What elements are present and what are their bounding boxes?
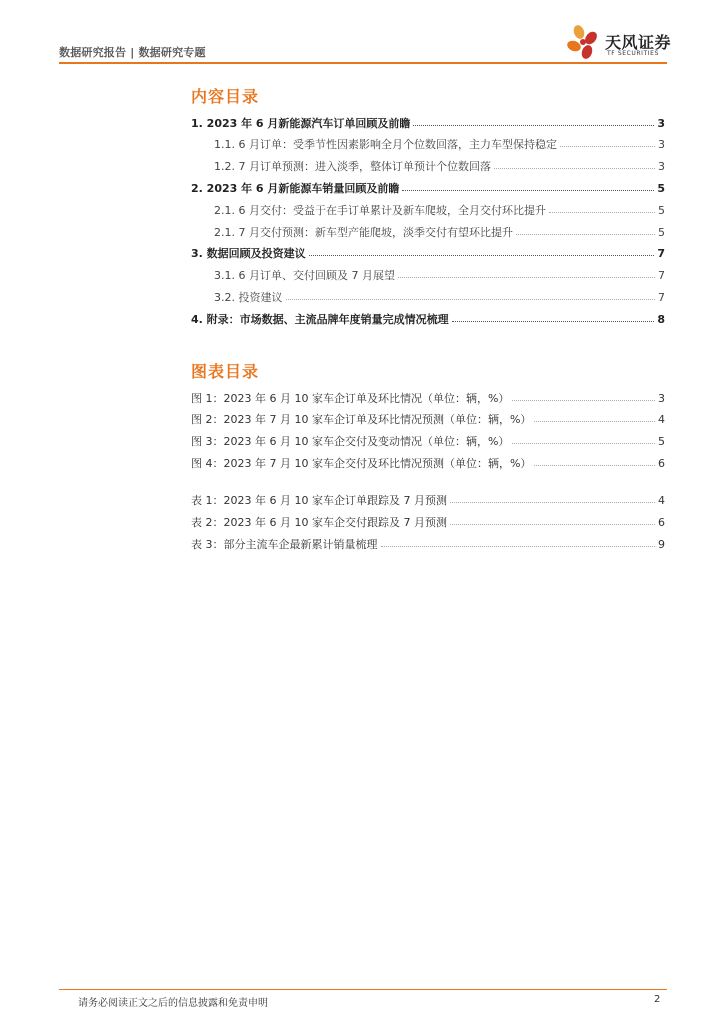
footer-divider <box>59 989 667 990</box>
toc-entry-page: 7 <box>657 247 665 260</box>
flower-logo-icon <box>567 24 603 62</box>
dot-leader <box>398 277 655 278</box>
toc-entry-page: 8 <box>657 313 665 326</box>
table-entry[interactable] <box>191 536 665 550</box>
figure-entry[interactable] <box>191 411 665 425</box>
toc-entry-text: 4. 附录：市场数据、主流品牌年度销量完成情况梳理 <box>191 313 449 326</box>
toc-entry-text: 3.1. 6 月订单、交付回顾及 7 月展望 <box>214 269 395 282</box>
brand-name-cn: 天风证券 <box>605 33 672 52</box>
toc-entry-text: 2.1. 7 月交付预测：新车型产能爬坡，淡季交付有望环比提升 <box>214 226 513 239</box>
toc-entry[interactable] <box>191 180 665 194</box>
toc-entry-text: 2.1. 6 月交付：受益于在手订单累计及新车爬坡，全月交付环比提升 <box>214 204 546 217</box>
dot-leader <box>534 421 655 422</box>
toc-entry-page: 5 <box>658 204 665 217</box>
table-entry[interactable] <box>191 492 665 506</box>
toc-entry[interactable] <box>214 267 665 281</box>
dot-leader <box>309 255 655 256</box>
dot-leader <box>512 400 655 401</box>
toc-entry[interactable] <box>214 136 665 150</box>
table-entry-page: 9 <box>658 538 665 551</box>
table-entry-text: 表 3：部分主流车企最新累计销量梳理 <box>191 538 378 551</box>
toc-entry-text: 3.2. 投资建议 <box>214 291 283 304</box>
toc-entry-page: 3 <box>657 117 665 130</box>
figure-entry-text: 图 2：2023 年 7 月 10 家车企订单及环比情况预测（单位：辆，%） <box>191 413 532 426</box>
figure-entry-page: 4 <box>658 413 665 426</box>
dot-leader <box>452 321 655 322</box>
toc-entry[interactable] <box>214 202 665 216</box>
figure-entry-text: 图 4：2023 年 7 月 10 家车企交付及环比情况预测（单位：辆，%） <box>191 457 532 470</box>
toc-entry-text: 1. 2023 年 6 月新能源汽车订单回顾及前瞻 <box>191 117 411 130</box>
figure-entry-text: 图 3：2023 年 6 月 10 家车企交付及变动情况（单位：辆，%） <box>191 435 510 448</box>
toc-entry-text: 1.1. 6 月订单：受季节性因素影响全月个位数回落，主力车型保持稳定 <box>214 138 557 151</box>
figure-entry[interactable] <box>191 433 665 447</box>
dot-leader <box>402 190 654 191</box>
table-entry-text: 表 1：2023 年 6 月 10 家车企订单跟踪及 7 月预测 <box>191 494 447 507</box>
figure-entry[interactable] <box>191 455 665 469</box>
toc-entry-text: 3. 数据回顾及投资建议 <box>191 247 306 260</box>
dot-leader <box>560 146 655 147</box>
table-entry[interactable] <box>191 514 665 528</box>
table-entry-page: 4 <box>658 494 665 507</box>
toc-entry[interactable] <box>191 115 665 129</box>
figure-entry[interactable] <box>191 390 665 404</box>
dot-leader <box>534 465 655 466</box>
toc-entry[interactable] <box>191 245 665 259</box>
toc-entry[interactable] <box>214 224 665 238</box>
toc-entry-page: 3 <box>658 138 665 151</box>
dot-leader <box>413 125 654 126</box>
brand-name-en: TF SECURITIES <box>607 50 659 57</box>
toc-entry[interactable] <box>191 311 665 325</box>
table-entry-page: 6 <box>658 516 665 529</box>
toc-entry-text: 2. 2023 年 6 月新能源车销量回顾及前瞻 <box>191 182 400 195</box>
header-title: 数据研究报告 | 数据研究专题 <box>59 46 206 59</box>
dot-leader <box>516 234 655 235</box>
footer-disclaimer: 请务必阅读正文之后的信息披露和免责申明 <box>78 998 268 1009</box>
table-entry-text: 表 2：2023 年 6 月 10 家车企交付跟踪及 7 月预测 <box>191 516 447 529</box>
dot-leader <box>286 299 656 300</box>
toc-entry[interactable] <box>214 289 665 303</box>
toc-entry-page: 7 <box>658 291 665 304</box>
figure-list-title: 图表目录 <box>191 362 260 381</box>
toc-entry-text: 1.2. 7 月订单预测：进入淡季，整体订单预计个位数回落 <box>214 160 491 173</box>
toc-entry[interactable] <box>214 158 665 172</box>
dot-leader <box>494 168 655 169</box>
figure-entry-page: 3 <box>658 392 665 405</box>
page-number: 2 <box>654 994 661 1005</box>
figure-entry-page: 5 <box>658 435 665 448</box>
toc-entry-page: 5 <box>657 182 665 195</box>
figure-entry-text: 图 1：2023 年 6 月 10 家车企订单及环比情况（单位：辆，%） <box>191 392 510 405</box>
figure-entry-page: 6 <box>658 457 665 470</box>
dot-leader <box>512 443 655 444</box>
dot-leader <box>549 212 655 213</box>
brand-logo <box>567 24 677 64</box>
dot-leader <box>450 502 655 503</box>
toc-entry-page: 5 <box>658 226 665 239</box>
dot-leader <box>450 524 655 525</box>
toc-entry-page: 7 <box>658 269 665 282</box>
dot-leader <box>381 546 656 547</box>
toc-entry-page: 3 <box>658 160 665 173</box>
toc-title: 内容目录 <box>191 87 260 106</box>
